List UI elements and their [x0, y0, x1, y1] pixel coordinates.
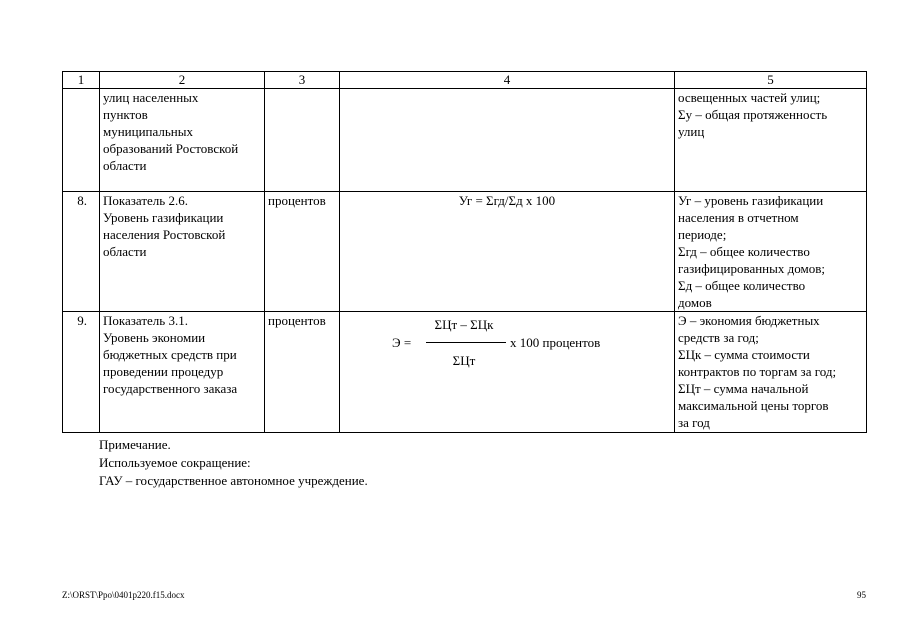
row-number: 9.	[63, 312, 100, 433]
description-cell: Э – экономия бюджетных средств за год; ΣЦк – сумма стоимости контрактов по торгам за год; ΣЦт – сумма начальной максимальной цены торгов за год	[675, 312, 867, 433]
formula-cell	[340, 89, 675, 192]
page-number: 95	[857, 590, 866, 600]
description-cell: освещенных частей улиц; Σу – общая протяженность улиц	[675, 89, 867, 192]
fraction-formula	[392, 316, 632, 368]
unit-cell: процентов	[265, 192, 340, 312]
table-row	[63, 312, 867, 433]
formula-denominator: ΣЦт	[452, 353, 476, 368]
footer-file-path: Z:\ORST\Ppo\0401p220.f15.docx	[62, 590, 185, 600]
row-number	[63, 89, 100, 192]
header-col-4: 4	[340, 72, 675, 89]
table-row	[63, 89, 867, 192]
table-header-row	[63, 72, 867, 89]
fraction-bar	[426, 342, 506, 343]
note-title: Примечание.	[99, 437, 171, 452]
description-cell: Уг – уровень газификации населения в отчетном периоде; Σгд – общее количество газифицированных домов; Σд – общее количество домов	[675, 192, 867, 312]
row-number: 8.	[63, 192, 100, 312]
note-block	[99, 436, 368, 490]
note-line: ГАУ – государственное автономное учреждение.	[99, 473, 368, 488]
indicator-name: Показатель 3.1. Уровень экономии бюджетных средств при проведении процедур государственного заказа	[100, 312, 265, 433]
note-line: Используемое сокращение:	[99, 455, 251, 470]
unit-cell	[265, 89, 340, 192]
formula-cell	[340, 312, 675, 433]
header-col-1: 1	[63, 72, 100, 89]
header-col-2: 2	[100, 72, 265, 89]
unit-cell: процентов	[265, 312, 340, 433]
table-row	[63, 192, 867, 312]
header-col-5: 5	[675, 72, 867, 89]
formula-lhs: Э =	[392, 335, 412, 350]
indicator-table	[62, 71, 867, 433]
formula-cell: Уг = Σгд/Σд x 100	[340, 192, 675, 312]
indicator-name: улиц населенных пунктов муниципальных образований Ростовской области	[100, 89, 265, 192]
formula-rhs: x 100 процентов	[510, 335, 601, 350]
indicator-name: Показатель 2.6. Уровень газификации населения Ростовской области	[100, 192, 265, 312]
header-col-3: 3	[265, 72, 340, 89]
formula-numerator: ΣЦт – ΣЦк	[434, 317, 494, 332]
